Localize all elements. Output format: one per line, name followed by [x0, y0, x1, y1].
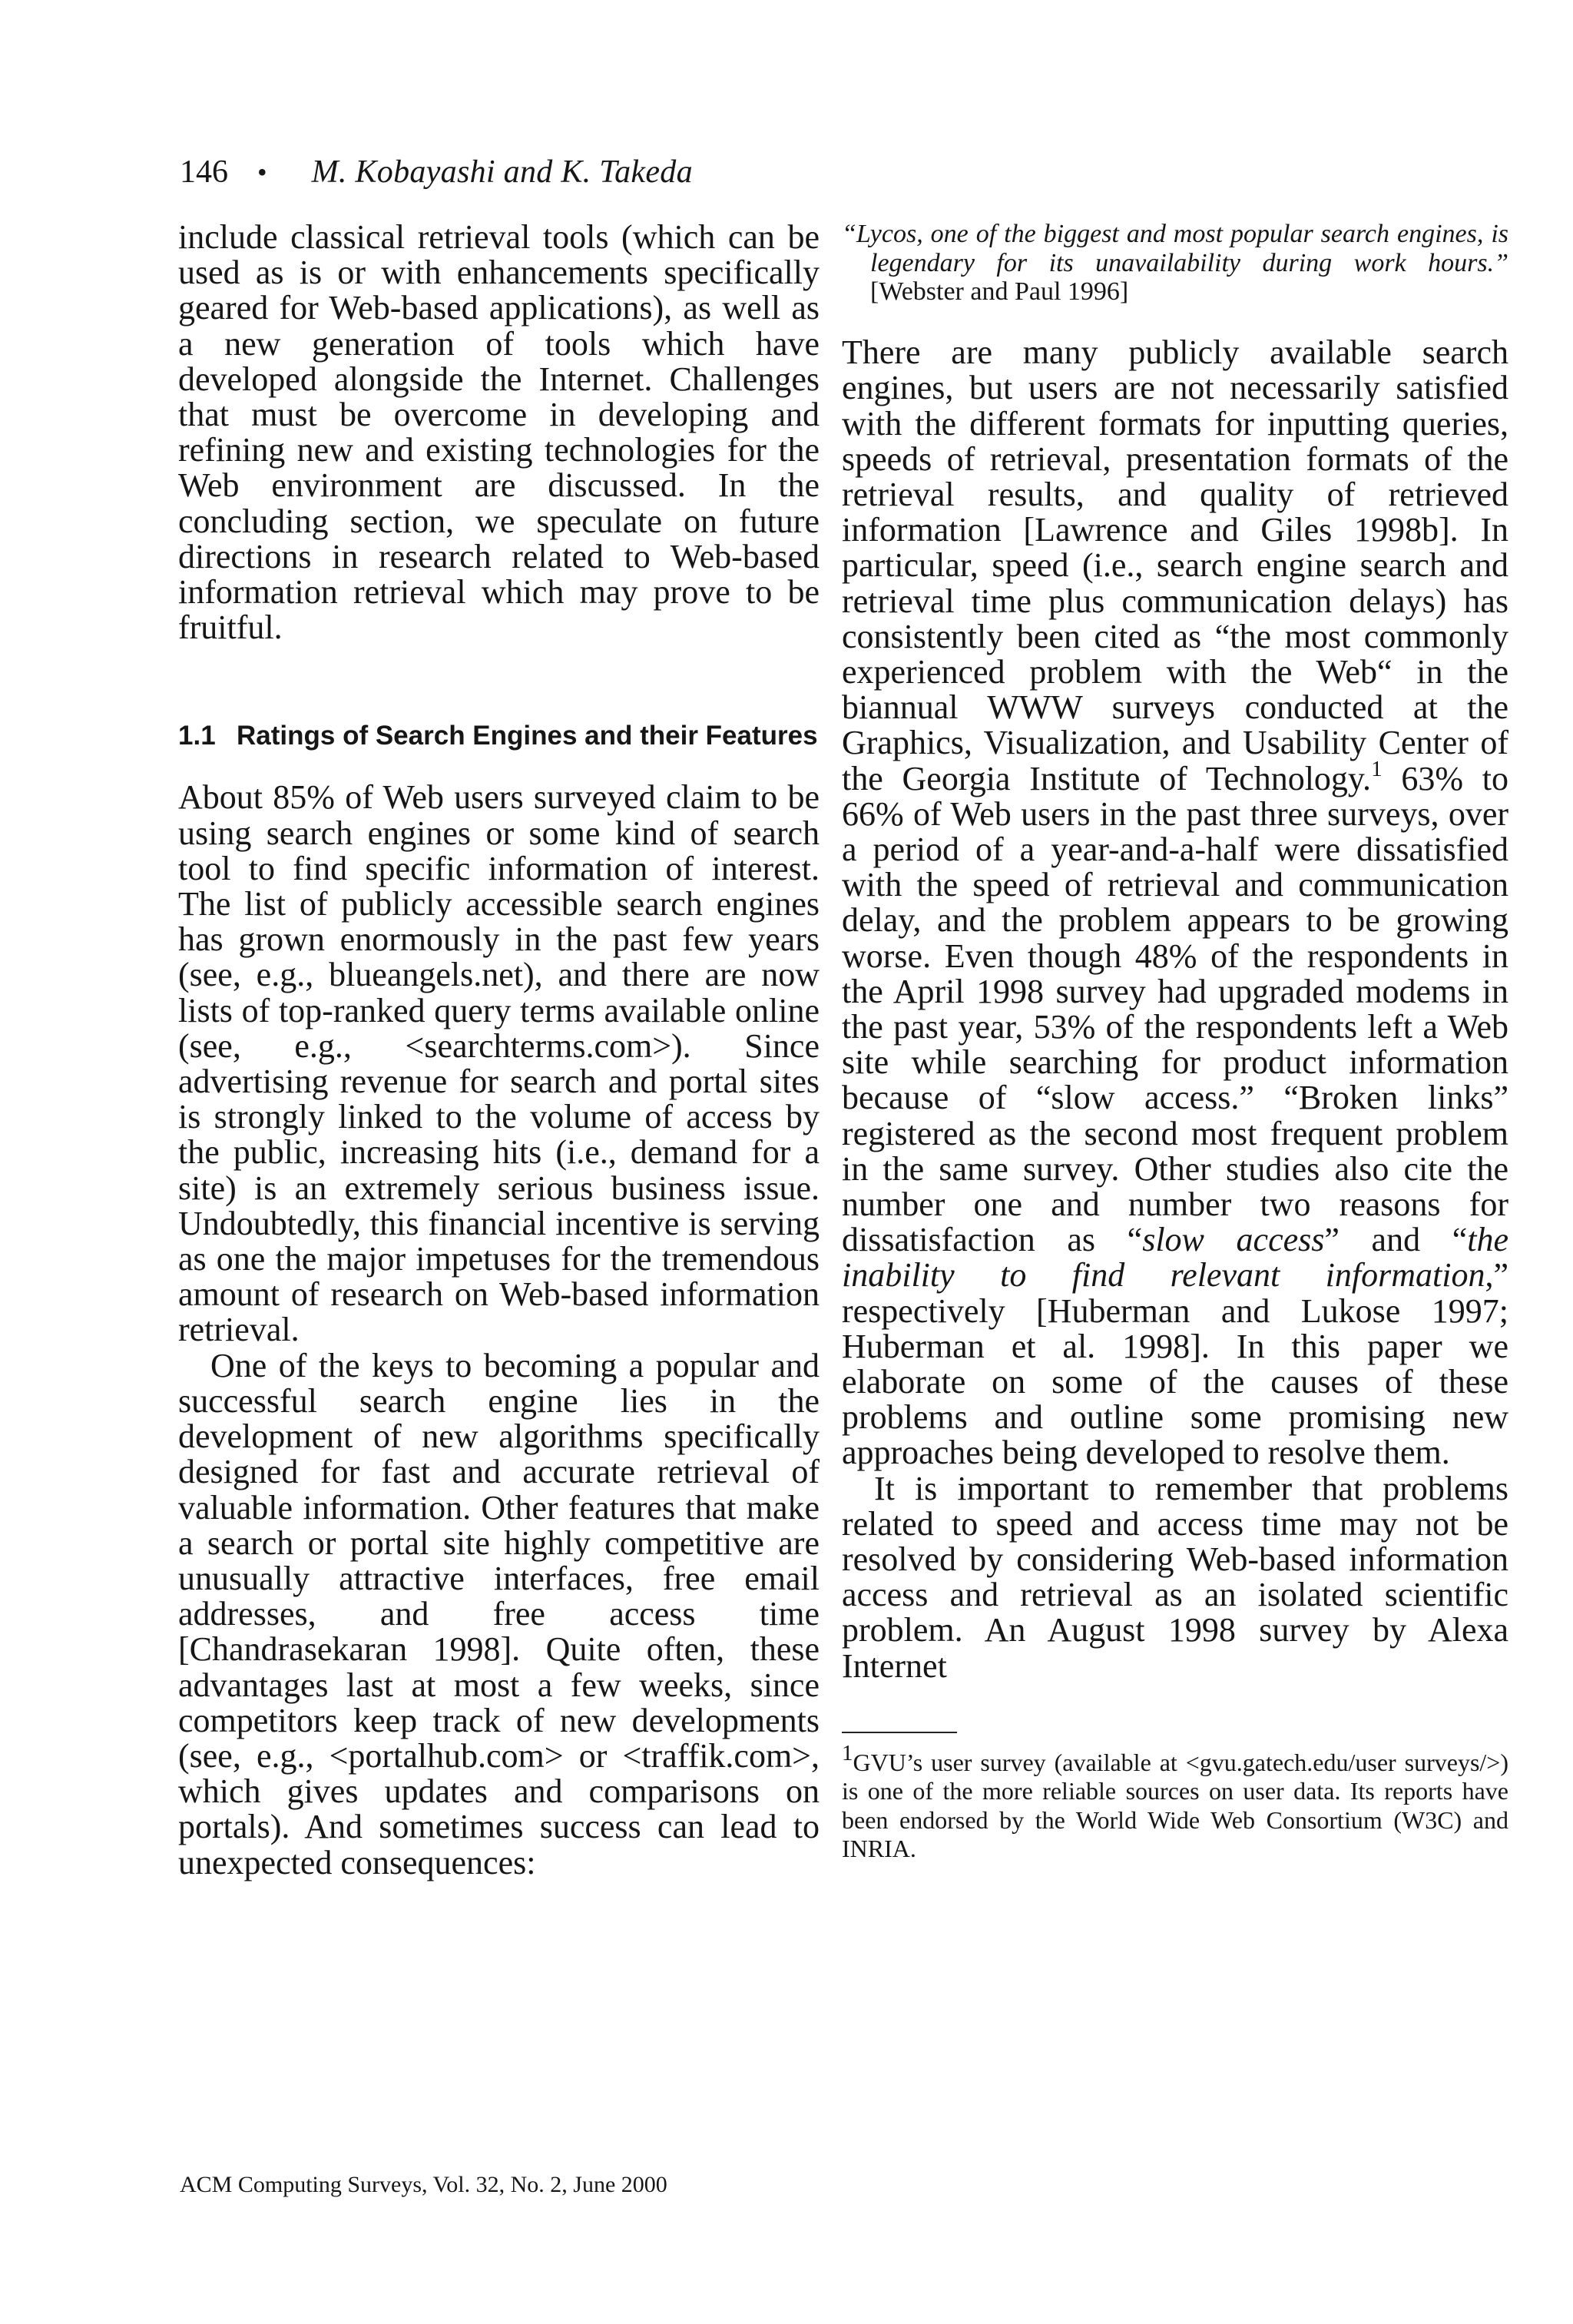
- running-head-authors: M. Kobayashi and K. Takeda: [311, 154, 693, 190]
- paragraph-text-segment: ” and “: [1324, 1221, 1468, 1259]
- header-bullet: •: [257, 157, 267, 187]
- epigraph-quote: “Lycos, one of the biggest and most popular search engines, is legendary for its unavailability during work hours.”: [842, 220, 1508, 277]
- footnote-text: GVU’s user survey (available at <gvu.gatech.edu/user surveys/>) is one of the more reliable sources on user data. Its reports have been endorsed by the World Wide Web Consortium (W3C) and INRIA.: [842, 1748, 1508, 1863]
- footnote: [842, 1741, 1508, 1864]
- paragraph-text-segment: ,” respectively [Huberman and Lukose 1997; Huberman et al. 1998]. In this paper we elaborate on some of the causes of these problems and outline some promising new approaches being developed to resolve them.: [842, 1256, 1508, 1472]
- footnote-number: 1: [842, 1741, 853, 1766]
- section-title: Ratings of Search Engines and their Features: [237, 721, 818, 751]
- section-heading: [178, 718, 820, 754]
- body-paragraph-intro-continuation: include classical retrieval tools (which can be used as is or with enhancements specifically geared for Web-based applications), as well as a new generation of tools which have developed alongside the Internet. Challenges that must be overcome in developing and refining new and existing technologies for the Web environment are discussed. In the concluding section, we speculate on future directions in research related to Web-based information retrieval which may prove to be fruitful.: [178, 218, 820, 647]
- journal-footer: ACM Computing Surveys, Vol. 32, No. 2, June 2000: [180, 2172, 667, 2197]
- running-head: [180, 149, 693, 195]
- right-column: [842, 220, 1508, 1864]
- epigraph: [842, 220, 1508, 307]
- epigraph-citation: [Webster and Paul 1996]: [870, 277, 1129, 307]
- section-number: 1.1: [178, 721, 216, 751]
- italic-phrase-slow-access: slow access: [1142, 1221, 1325, 1259]
- paragraph-text-segment: 63% to 66% of Web users in the past three surveys, over a period of a year-and-a-half were dissatisfied with the speed of retrieval and communication delay, and the problem appears to be growing worse. Even though 48% of the respondents in the April 1998 survey had upgraded modems in the past year, 53% of the respondents left a Web site while searching for product information because of “slow access.” “Broken links” registered as the second most frequent problem in the same survey. Other studies also cite the number one and number two reasons for dissatisfaction as “: [842, 759, 1508, 1259]
- page-number: 146: [180, 154, 228, 190]
- footnote-divider: [842, 1732, 957, 1733]
- body-paragraph-search-engine-usage: About 85% of Web users surveyed claim to be using search engines or some kind of search tool to find specific information of interest. The list of publicly accessible search engines has grown enormously in the past few years (see, e.g., blueangels.net), and there are now lists of top-ranked query terms available online (see, e.g., <searchterms.com>). Since advertising revenue for search and portal sites is strongly linked to the volume of access by the public, increasing hits (i.e., demand for a site) is an extremely serious business issue. Undoubtedly, this financial incentive is serving as one the major impetuses for the tremendous amount of research on Web-based information retrieval.: [178, 778, 820, 1349]
- body-paragraph-user-satisfaction: [842, 335, 1508, 1471]
- left-column: [178, 220, 820, 1881]
- italic-phrase-relevant-information: the inability to find relevant information: [842, 1221, 1509, 1295]
- footnote-reference: 1: [1371, 756, 1383, 781]
- paragraph-text-segment: There are many publicly available search engines, but users are not necessarily satisfied with the different formats for inputting queries, speeds of retrieval, presentation formats of the retrieval results, and quality of retrieved information [Lawrence and Giles 1998b]. In particular, speed (i.e., search engine search and retrieval time plus communication delays) has consistently been cited as “the most commonly experienced problem with the Web“ in the biannual WWW surveys conducted at the Graphics, Visualization, and Usability Center of the Georgia Institute of Technology.: [842, 333, 1508, 797]
- body-paragraph-speed-access: It is important to remember that problems related to speed and access time may not be resolved by considering Web-based information access and retrieval as an isolated scientific problem. An August 1998 survey by Alexa Internet: [842, 1469, 1508, 1685]
- body-paragraph-popular-search-engine: One of the keys to becoming a popular and successful search engine lies in the development of new algorithms specifically designed for fast and accurate retrieval of valuable information. Other features that make a search or portal site highly competitive are unusually attractive interfaces, free email addresses, and free access time [Chandrasekaran 1998]. Quite often, these advantages last at most a few weeks, since competitors keep track of new developments (see, e.g., <portalhub.com> or <traffik.com>, which gives updates and comparisons on portals). And sometimes success can lead to unexpected consequences:: [178, 1346, 820, 1881]
